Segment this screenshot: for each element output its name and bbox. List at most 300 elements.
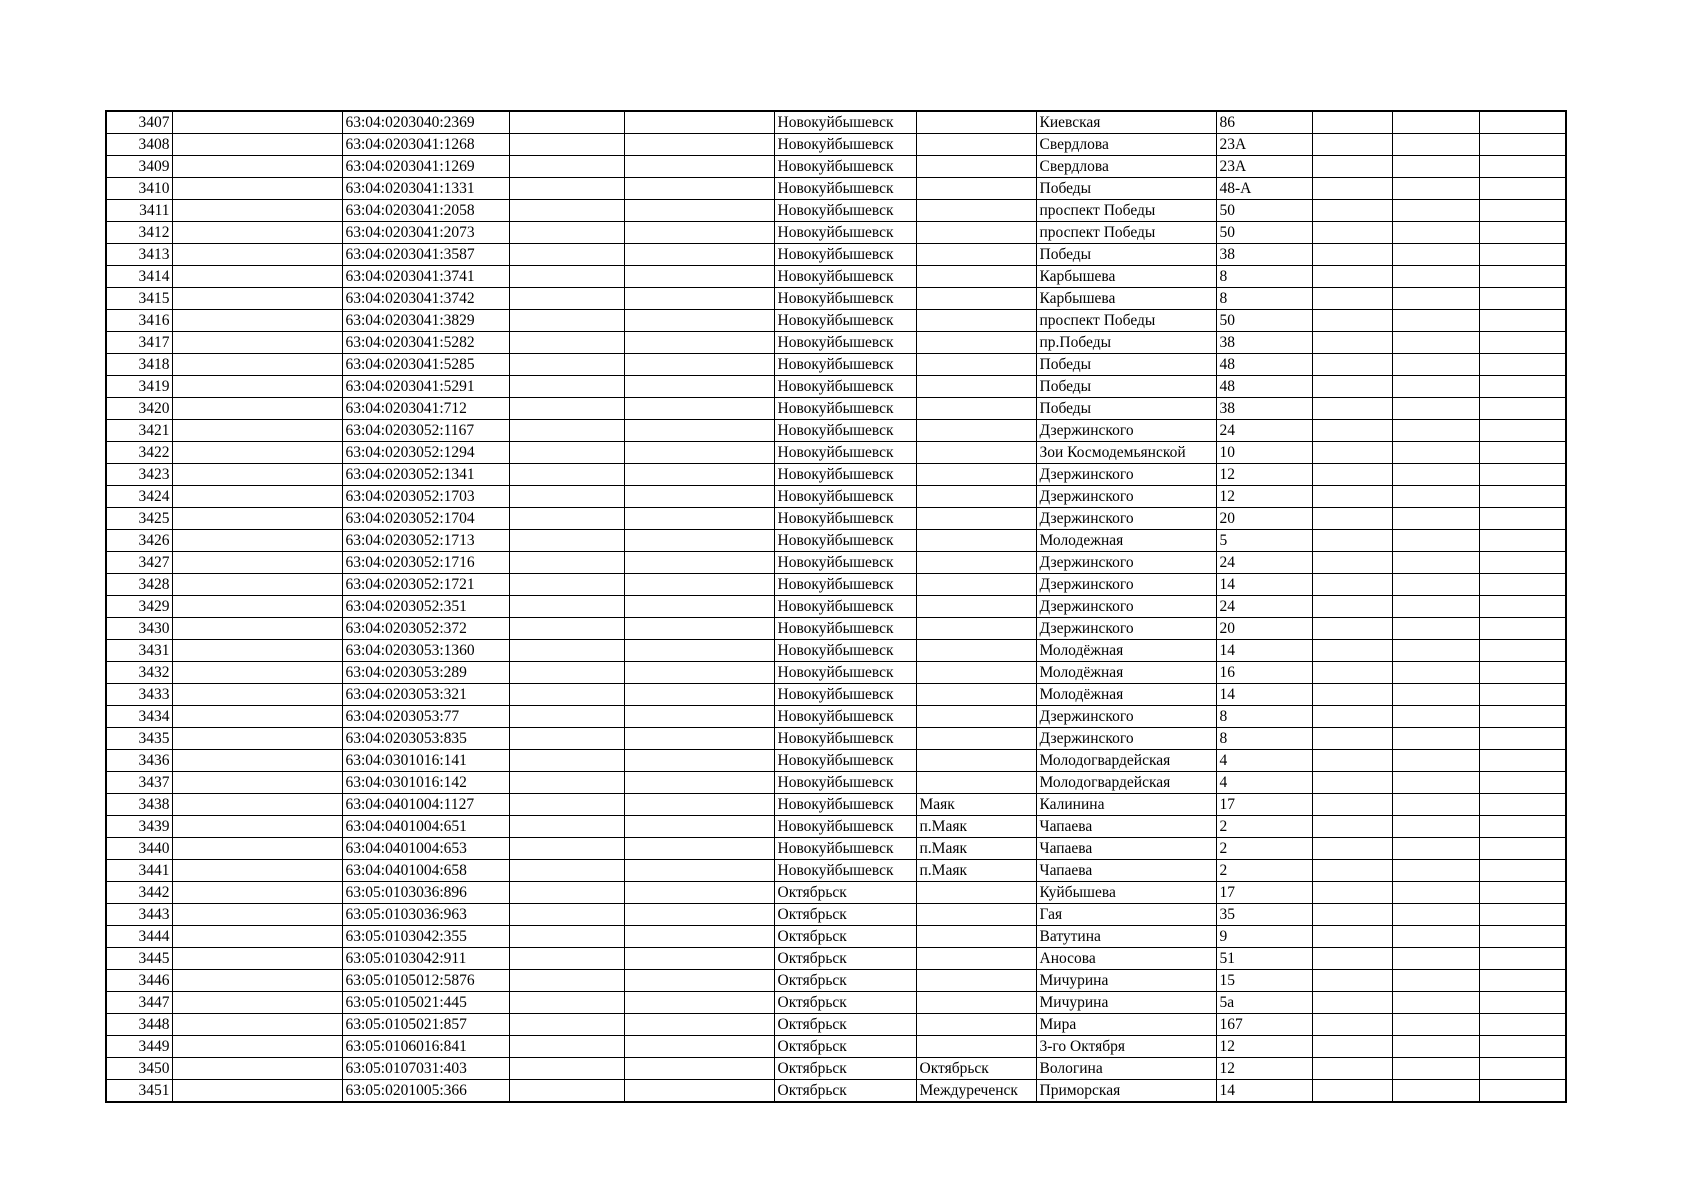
empty-cell	[624, 222, 774, 244]
empty-cell	[1312, 640, 1392, 662]
house-number-cell: 24	[1216, 596, 1312, 618]
locality-cell	[916, 266, 1036, 288]
empty-cell	[172, 376, 342, 398]
city-cell: Новокуйбышевск	[774, 420, 916, 442]
empty-cell	[509, 970, 624, 992]
empty-cell	[1479, 222, 1566, 244]
empty-cell	[624, 882, 774, 904]
cadastral-number-cell: 63:04:0203053:321	[342, 684, 509, 706]
empty-cell	[1479, 1080, 1566, 1103]
street-cell: Молодёжная	[1036, 662, 1216, 684]
city-cell: Новокуйбышевск	[774, 178, 916, 200]
cadastral-number-cell: 63:04:0203041:3742	[342, 288, 509, 310]
house-number-cell: 48	[1216, 354, 1312, 376]
city-cell: Новокуйбышевск	[774, 728, 916, 750]
locality-cell	[916, 134, 1036, 156]
city-cell: Новокуйбышевск	[774, 310, 916, 332]
row-number-cell: 3430	[106, 618, 172, 640]
city-cell: Новокуйбышевск	[774, 156, 916, 178]
locality-cell	[916, 618, 1036, 640]
empty-cell	[1479, 530, 1566, 552]
cadastral-number-cell: 63:04:0203052:1713	[342, 530, 509, 552]
empty-cell	[624, 442, 774, 464]
street-cell: проспект Победы	[1036, 222, 1216, 244]
city-cell: Новокуйбышевск	[774, 640, 916, 662]
row-number-cell: 3415	[106, 288, 172, 310]
house-number-cell: 17	[1216, 794, 1312, 816]
house-number-cell: 86	[1216, 111, 1312, 134]
cadastral-number-cell: 63:04:0203052:1703	[342, 486, 509, 508]
row-number-cell: 3446	[106, 970, 172, 992]
empty-cell	[624, 728, 774, 750]
empty-cell	[509, 662, 624, 684]
city-cell: Новокуйбышевск	[774, 398, 916, 420]
cadastral-number-cell: 63:05:0103036:896	[342, 882, 509, 904]
street-cell: Ватутина	[1036, 926, 1216, 948]
cadastral-number-cell: 63:05:0103042:355	[342, 926, 509, 948]
empty-cell	[1392, 926, 1479, 948]
table-row	[106, 992, 1566, 1014]
row-number-cell: 3448	[106, 1014, 172, 1036]
row-number-cell: 3433	[106, 684, 172, 706]
cadastral-number-cell: 63:04:0203052:1167	[342, 420, 509, 442]
city-cell: Октябрьск	[774, 1058, 916, 1080]
empty-cell	[1312, 706, 1392, 728]
empty-cell	[1392, 992, 1479, 1014]
empty-cell	[1392, 266, 1479, 288]
street-cell: проспект Победы	[1036, 310, 1216, 332]
empty-cell	[624, 640, 774, 662]
table-row	[106, 640, 1566, 662]
empty-cell	[509, 398, 624, 420]
row-number-cell: 3440	[106, 838, 172, 860]
empty-cell	[624, 156, 774, 178]
empty-cell	[509, 772, 624, 794]
cadastral-number-cell: 63:04:0401004:651	[342, 816, 509, 838]
empty-cell	[624, 1058, 774, 1080]
empty-cell	[624, 1014, 774, 1036]
cadastral-number-cell: 63:04:0203041:3741	[342, 266, 509, 288]
cadastral-number-cell: 63:05:0103036:963	[342, 904, 509, 926]
empty-cell	[509, 222, 624, 244]
table-row	[106, 244, 1566, 266]
city-cell: Октябрьск	[774, 926, 916, 948]
row-number-cell: 3408	[106, 134, 172, 156]
house-number-cell: 2	[1216, 816, 1312, 838]
empty-cell	[1392, 111, 1479, 134]
empty-cell	[1479, 200, 1566, 222]
row-number-cell: 3413	[106, 244, 172, 266]
empty-cell	[1312, 1080, 1392, 1103]
locality-cell	[916, 111, 1036, 134]
empty-cell	[172, 398, 342, 420]
empty-cell	[1392, 1036, 1479, 1058]
street-cell: Свердлова	[1036, 134, 1216, 156]
empty-cell	[1312, 310, 1392, 332]
street-cell: Мичурина	[1036, 992, 1216, 1014]
empty-cell	[624, 464, 774, 486]
row-number-cell: 3416	[106, 310, 172, 332]
street-cell: Калинина	[1036, 794, 1216, 816]
table-row	[106, 442, 1566, 464]
empty-cell	[624, 772, 774, 794]
empty-cell	[624, 1080, 774, 1103]
empty-cell	[1392, 464, 1479, 486]
empty-cell	[1479, 992, 1566, 1014]
empty-cell	[1392, 420, 1479, 442]
empty-cell	[172, 222, 342, 244]
empty-cell	[1312, 266, 1392, 288]
empty-cell	[1312, 1058, 1392, 1080]
empty-cell	[172, 420, 342, 442]
row-number-cell: 3429	[106, 596, 172, 618]
empty-cell	[172, 706, 342, 728]
table-row	[106, 728, 1566, 750]
empty-cell	[172, 728, 342, 750]
row-number-cell: 3412	[106, 222, 172, 244]
empty-cell	[1392, 354, 1479, 376]
empty-cell	[172, 772, 342, 794]
house-number-cell: 50	[1216, 310, 1312, 332]
empty-cell	[1392, 662, 1479, 684]
empty-cell	[509, 156, 624, 178]
locality-cell	[916, 552, 1036, 574]
house-number-cell: 24	[1216, 420, 1312, 442]
locality-cell	[916, 706, 1036, 728]
empty-cell	[509, 508, 624, 530]
empty-cell	[1392, 772, 1479, 794]
city-cell: Октябрьск	[774, 992, 916, 1014]
empty-cell	[1392, 750, 1479, 772]
row-number-cell: 3417	[106, 332, 172, 354]
empty-cell	[1479, 706, 1566, 728]
empty-cell	[509, 706, 624, 728]
locality-cell	[916, 970, 1036, 992]
cadastral-number-cell: 63:05:0105021:857	[342, 1014, 509, 1036]
empty-cell	[1479, 464, 1566, 486]
empty-cell	[624, 354, 774, 376]
cadastral-number-cell: 63:04:0203052:1704	[342, 508, 509, 530]
empty-cell	[172, 684, 342, 706]
cadastral-number-cell: 63:04:0203041:1268	[342, 134, 509, 156]
empty-cell	[172, 244, 342, 266]
empty-cell	[1312, 200, 1392, 222]
empty-cell	[1312, 772, 1392, 794]
empty-cell	[1312, 288, 1392, 310]
street-cell: Приморская	[1036, 1080, 1216, 1103]
cadastral-number-cell: 63:05:0105021:445	[342, 992, 509, 1014]
table-row	[106, 398, 1566, 420]
city-cell: Новокуйбышевск	[774, 838, 916, 860]
house-number-cell: 14	[1216, 1080, 1312, 1103]
cadastral-number-cell: 63:04:0203053:289	[342, 662, 509, 684]
locality-cell	[916, 596, 1036, 618]
empty-cell	[624, 706, 774, 728]
house-number-cell: 48	[1216, 376, 1312, 398]
row-number-cell: 3424	[106, 486, 172, 508]
empty-cell	[509, 596, 624, 618]
empty-cell	[1479, 794, 1566, 816]
table-row	[106, 508, 1566, 530]
empty-cell	[624, 266, 774, 288]
empty-cell	[1392, 398, 1479, 420]
empty-cell	[1479, 266, 1566, 288]
empty-cell	[1392, 728, 1479, 750]
locality-cell	[916, 178, 1036, 200]
street-cell: 3-го Октября	[1036, 1036, 1216, 1058]
locality-cell	[916, 332, 1036, 354]
city-cell: Октябрьск	[774, 904, 916, 926]
table-row	[106, 288, 1566, 310]
empty-cell	[1479, 662, 1566, 684]
street-cell: Мира	[1036, 1014, 1216, 1036]
cadastral-number-cell: 63:04:0203052:1341	[342, 464, 509, 486]
empty-cell	[509, 1036, 624, 1058]
cadastral-number-cell: 63:05:0106016:841	[342, 1036, 509, 1058]
empty-cell	[1479, 728, 1566, 750]
table-row	[106, 222, 1566, 244]
empty-cell	[624, 662, 774, 684]
empty-cell	[1392, 552, 1479, 574]
empty-cell	[172, 134, 342, 156]
empty-cell	[172, 1036, 342, 1058]
locality-cell	[916, 398, 1036, 420]
empty-cell	[509, 266, 624, 288]
empty-cell	[509, 310, 624, 332]
empty-cell	[1392, 310, 1479, 332]
cadastral-number-cell: 63:04:0301016:142	[342, 772, 509, 794]
empty-cell	[509, 332, 624, 354]
table-row	[106, 1080, 1566, 1103]
street-cell: Чапаева	[1036, 816, 1216, 838]
empty-cell	[624, 376, 774, 398]
empty-cell	[1312, 816, 1392, 838]
row-number-cell: 3431	[106, 640, 172, 662]
city-cell: Новокуйбышевск	[774, 266, 916, 288]
street-cell: Дзержинского	[1036, 618, 1216, 640]
street-cell: Молодёжная	[1036, 640, 1216, 662]
house-number-cell: 14	[1216, 640, 1312, 662]
empty-cell	[509, 992, 624, 1014]
table-row	[106, 156, 1566, 178]
house-number-cell: 8	[1216, 288, 1312, 310]
empty-cell	[1312, 794, 1392, 816]
cadastral-number-cell: 63:04:0203052:351	[342, 596, 509, 618]
locality-cell	[916, 640, 1036, 662]
empty-cell	[172, 640, 342, 662]
empty-cell	[1479, 134, 1566, 156]
city-cell: Октябрьск	[774, 1014, 916, 1036]
row-number-cell: 3425	[106, 508, 172, 530]
cadastral-number-cell: 63:04:0203041:2058	[342, 200, 509, 222]
empty-cell	[1479, 442, 1566, 464]
city-cell: Новокуйбышевск	[774, 750, 916, 772]
house-number-cell: 8	[1216, 266, 1312, 288]
empty-cell	[172, 508, 342, 530]
empty-cell	[172, 926, 342, 948]
city-cell: Новокуйбышевск	[774, 662, 916, 684]
empty-cell	[509, 684, 624, 706]
empty-cell	[1392, 134, 1479, 156]
empty-cell	[172, 596, 342, 618]
row-number-cell: 3442	[106, 882, 172, 904]
empty-cell	[1479, 970, 1566, 992]
cadastral-number-cell: 63:04:0203052:372	[342, 618, 509, 640]
street-cell: Карбышева	[1036, 266, 1216, 288]
empty-cell	[172, 1080, 342, 1103]
empty-cell	[624, 178, 774, 200]
house-number-cell: 9	[1216, 926, 1312, 948]
city-cell: Новокуйбышевск	[774, 596, 916, 618]
house-number-cell: 12	[1216, 1036, 1312, 1058]
row-number-cell: 3447	[106, 992, 172, 1014]
empty-cell	[1392, 970, 1479, 992]
city-cell: Новокуйбышевск	[774, 354, 916, 376]
street-cell: Молодежная	[1036, 530, 1216, 552]
table-row	[106, 111, 1566, 134]
city-cell: Октябрьск	[774, 1036, 916, 1058]
empty-cell	[172, 794, 342, 816]
house-number-cell: 16	[1216, 662, 1312, 684]
empty-cell	[624, 948, 774, 970]
empty-cell	[509, 926, 624, 948]
empty-cell	[1312, 618, 1392, 640]
row-number-cell: 3438	[106, 794, 172, 816]
table-row	[106, 662, 1566, 684]
cadastral-number-cell: 63:04:0203041:1331	[342, 178, 509, 200]
row-number-cell: 3418	[106, 354, 172, 376]
empty-cell	[624, 111, 774, 134]
empty-cell	[1479, 882, 1566, 904]
empty-cell	[172, 200, 342, 222]
empty-cell	[1479, 640, 1566, 662]
empty-cell	[624, 926, 774, 948]
city-cell: Октябрьск	[774, 1080, 916, 1103]
empty-cell	[624, 486, 774, 508]
empty-cell	[624, 530, 774, 552]
empty-cell	[1312, 552, 1392, 574]
empty-cell	[1312, 904, 1392, 926]
locality-cell	[916, 244, 1036, 266]
table-body	[106, 111, 1566, 1102]
street-cell: Мичурина	[1036, 970, 1216, 992]
city-cell: Новокуйбышевск	[774, 816, 916, 838]
empty-cell	[624, 134, 774, 156]
empty-cell	[172, 1058, 342, 1080]
table-row	[106, 794, 1566, 816]
locality-cell	[916, 530, 1036, 552]
table-row	[106, 860, 1566, 882]
city-cell: Октябрьск	[774, 882, 916, 904]
table-row	[106, 750, 1566, 772]
house-number-cell: 2	[1216, 838, 1312, 860]
locality-cell	[916, 288, 1036, 310]
city-cell: Новокуйбышевск	[774, 222, 916, 244]
city-cell: Новокуйбышевск	[774, 794, 916, 816]
empty-cell	[1312, 970, 1392, 992]
empty-cell	[1392, 288, 1479, 310]
empty-cell	[624, 794, 774, 816]
table-row	[106, 948, 1566, 970]
empty-cell	[172, 310, 342, 332]
empty-cell	[1479, 816, 1566, 838]
empty-cell	[509, 288, 624, 310]
cadastral-number-cell: 63:04:0203053:77	[342, 706, 509, 728]
empty-cell	[172, 1014, 342, 1036]
empty-cell	[1392, 684, 1479, 706]
house-number-cell: 14	[1216, 684, 1312, 706]
street-cell: Дзержинского	[1036, 464, 1216, 486]
empty-cell	[509, 1080, 624, 1103]
empty-cell	[172, 156, 342, 178]
house-number-cell: 15	[1216, 970, 1312, 992]
empty-cell	[1312, 442, 1392, 464]
cadastral-number-cell: 63:04:0203041:1269	[342, 156, 509, 178]
empty-cell	[509, 111, 624, 134]
city-cell: Новокуйбышевск	[774, 442, 916, 464]
empty-cell	[509, 1058, 624, 1080]
empty-cell	[172, 442, 342, 464]
table-row	[106, 684, 1566, 706]
empty-cell	[1479, 574, 1566, 596]
locality-cell	[916, 772, 1036, 794]
row-number-cell: 3428	[106, 574, 172, 596]
empty-cell	[1479, 948, 1566, 970]
empty-cell	[1392, 574, 1479, 596]
empty-cell	[172, 288, 342, 310]
house-number-cell: 51	[1216, 948, 1312, 970]
house-number-cell: 12	[1216, 1058, 1312, 1080]
row-number-cell: 3449	[106, 1036, 172, 1058]
empty-cell	[1479, 618, 1566, 640]
locality-cell	[916, 222, 1036, 244]
empty-cell	[172, 464, 342, 486]
empty-cell	[1392, 860, 1479, 882]
city-cell: Новокуйбышевск	[774, 464, 916, 486]
empty-cell	[1479, 684, 1566, 706]
house-number-cell: 48-А	[1216, 178, 1312, 200]
table-row	[106, 332, 1566, 354]
street-cell: Чапаева	[1036, 860, 1216, 882]
row-number-cell: 3421	[106, 420, 172, 442]
empty-cell	[1392, 1014, 1479, 1036]
empty-cell	[172, 882, 342, 904]
house-number-cell: 5а	[1216, 992, 1312, 1014]
house-number-cell: 23А	[1216, 156, 1312, 178]
house-number-cell: 167	[1216, 1014, 1312, 1036]
empty-cell	[624, 992, 774, 1014]
empty-cell	[172, 970, 342, 992]
table-row	[106, 904, 1566, 926]
empty-cell	[1479, 332, 1566, 354]
row-number-cell: 3422	[106, 442, 172, 464]
row-number-cell: 3410	[106, 178, 172, 200]
empty-cell	[1312, 1014, 1392, 1036]
empty-cell	[1479, 904, 1566, 926]
row-number-cell: 3419	[106, 376, 172, 398]
empty-cell	[1312, 376, 1392, 398]
locality-cell	[916, 684, 1036, 706]
empty-cell	[1392, 1080, 1479, 1103]
cadastral-number-cell: 63:05:0201005:366	[342, 1080, 509, 1103]
empty-cell	[172, 618, 342, 640]
table-row	[106, 354, 1566, 376]
cadastral-number-cell: 63:04:0203041:5282	[342, 332, 509, 354]
empty-cell	[1312, 178, 1392, 200]
row-number-cell: 3445	[106, 948, 172, 970]
house-number-cell: 24	[1216, 552, 1312, 574]
locality-cell: п.Маяк	[916, 816, 1036, 838]
